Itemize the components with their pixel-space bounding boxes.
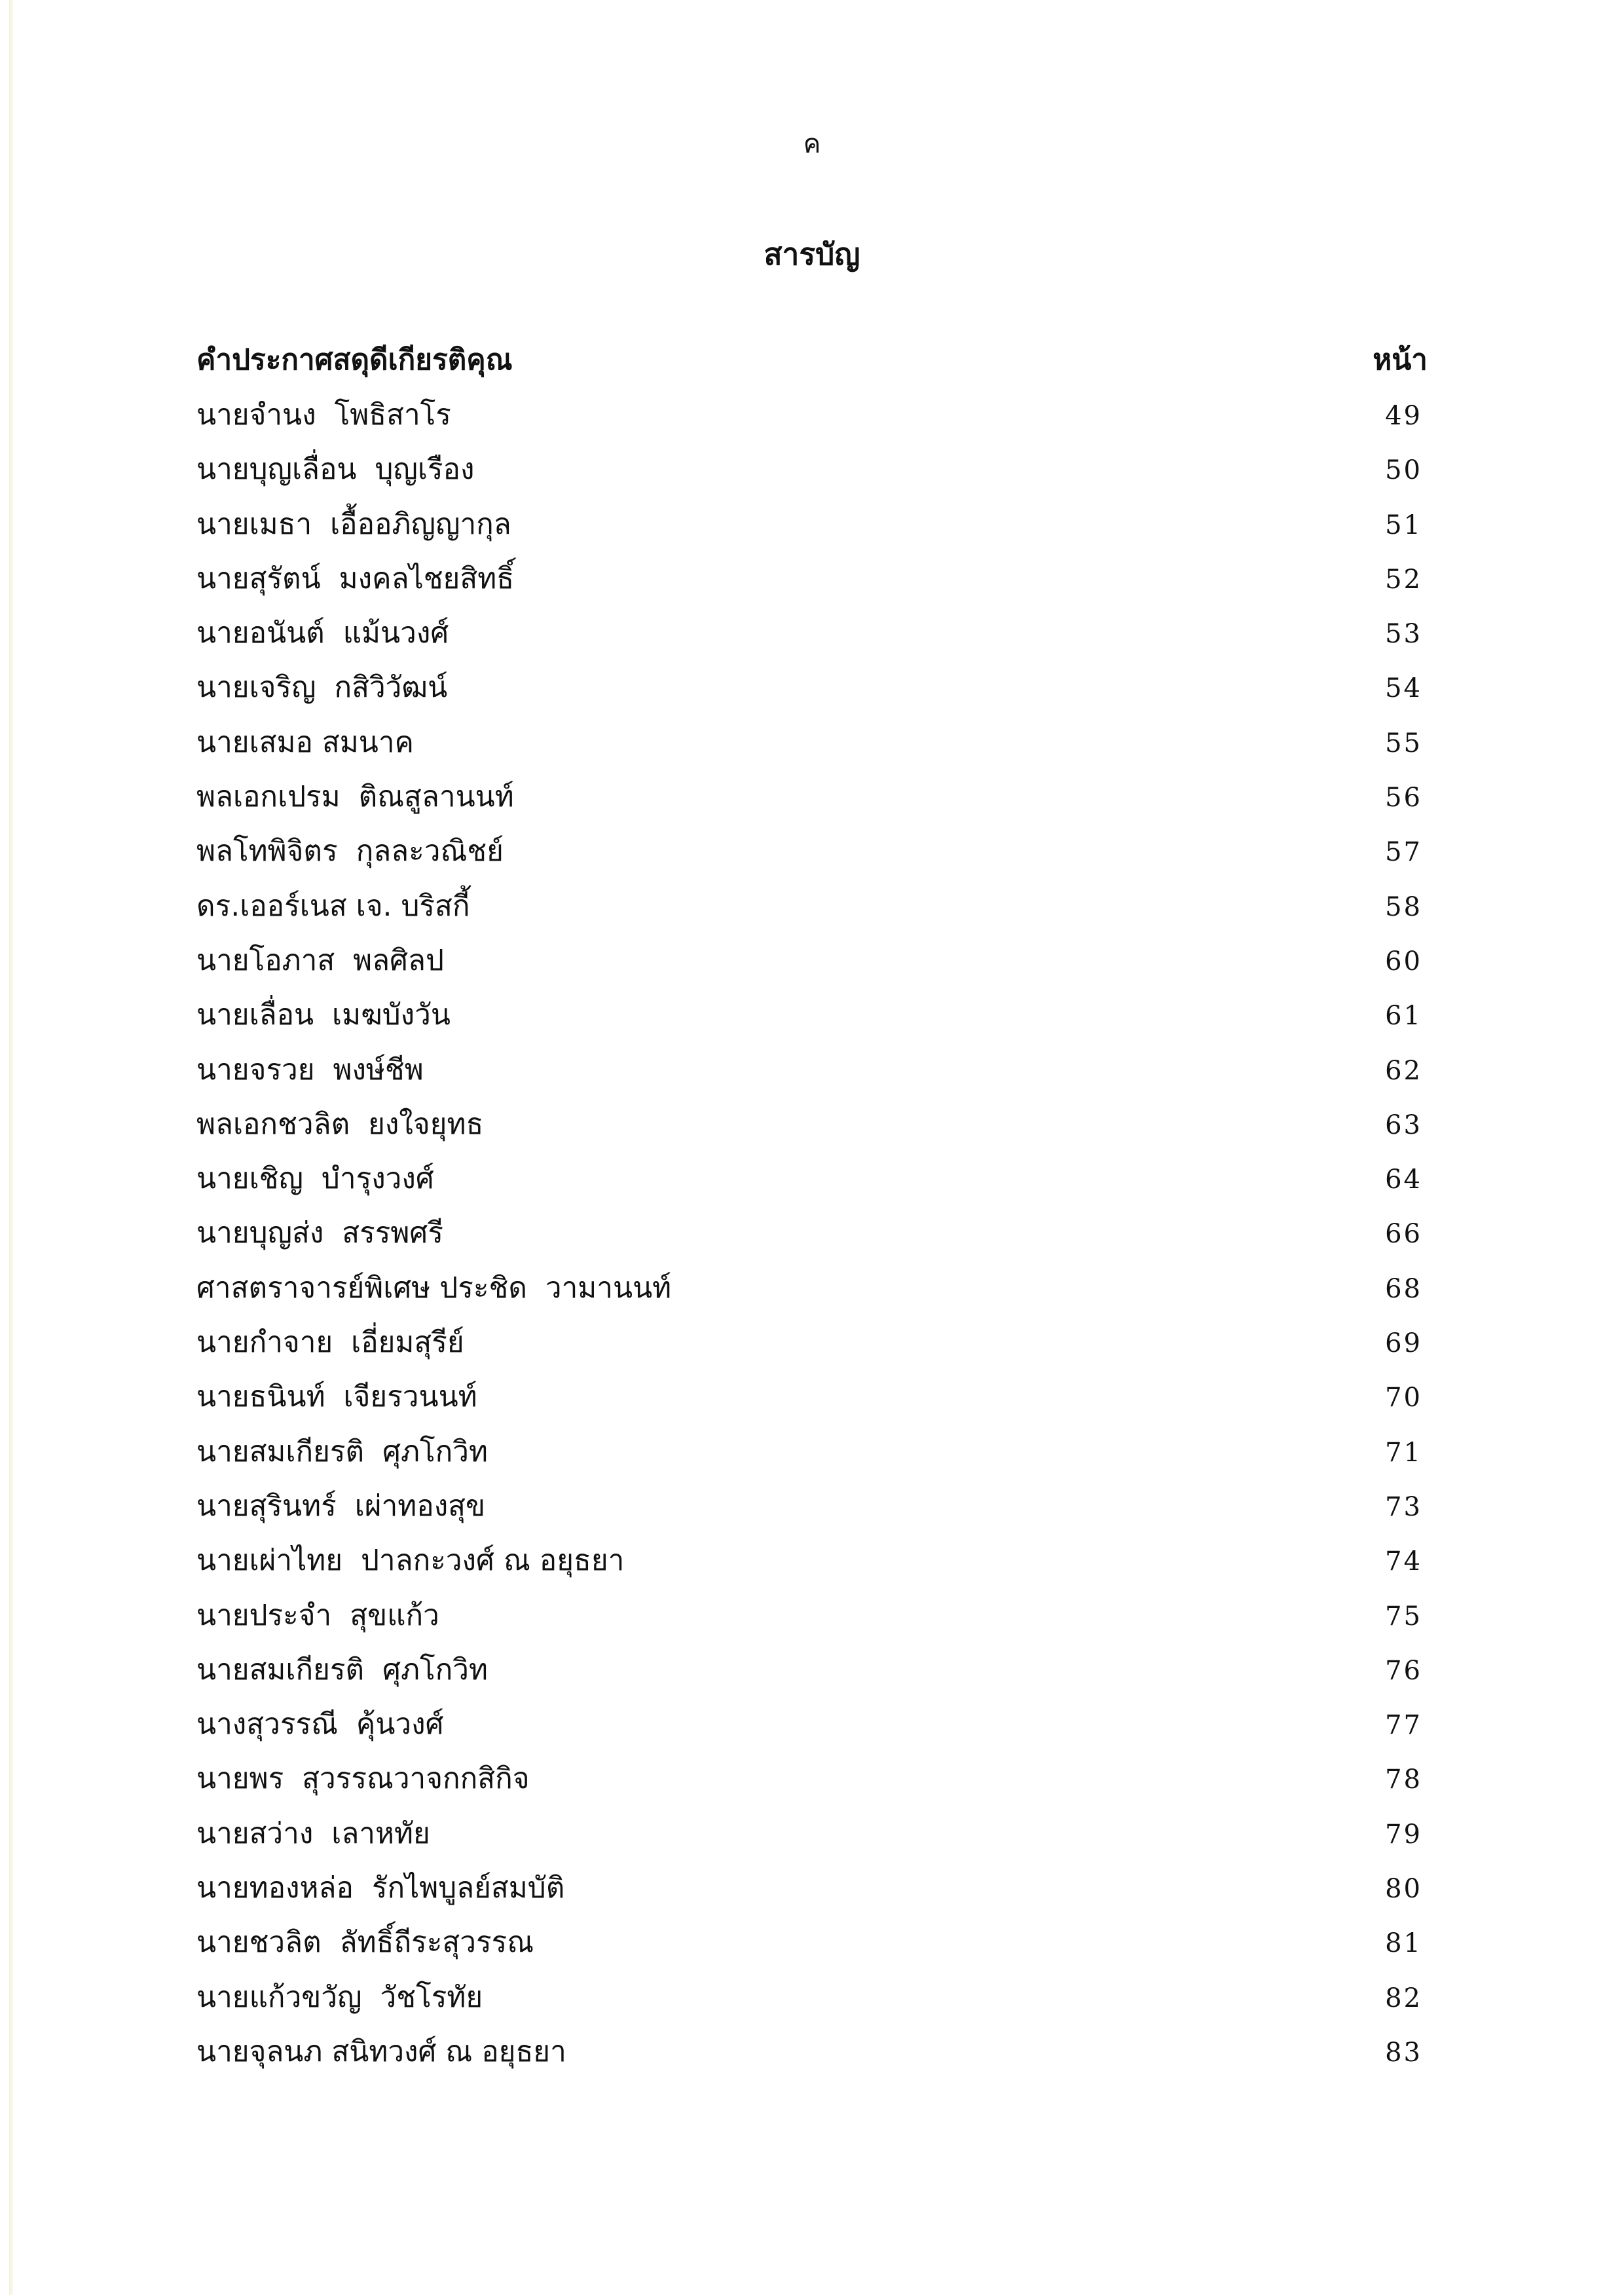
toc-entry-name: นายชวลิต ลัทธิ์ถีระสุวรรณ	[196, 1926, 534, 1960]
toc-entry-name: นายบุญส่ง สรรพศรี	[196, 1216, 443, 1250]
toc-entry-page: 77	[1385, 1710, 1422, 1741]
toc-entry-page: 63	[1385, 1110, 1422, 1140]
toc-entry-page: 75	[1385, 1601, 1422, 1632]
paper-edge	[9, 0, 13, 2295]
toc-entry-page: 50	[1385, 455, 1422, 486]
toc-entry	[196, 832, 1428, 886]
toc-entry-name: นายอนันต์ แม้นวงศ์	[196, 616, 449, 650]
toc-entry-page: 73	[1385, 1491, 1422, 1522]
toc-entry-page: 82	[1385, 1983, 1422, 2013]
toc-entry-name: นายเมธา เอื้ออภิญญากุล	[196, 507, 511, 541]
toc-entry-name: นายเผ่าไทย ปาลกะวงศ์ ณ อยุธยา	[196, 1544, 625, 1578]
toc-entry-page: 78	[1385, 1764, 1422, 1795]
toc-entry-name: นายเลื่อน เมฆบังวัน	[196, 998, 451, 1032]
toc-entry-page: 69	[1385, 1328, 1422, 1359]
toc-entry-page: 60	[1385, 946, 1422, 977]
toc-header	[196, 341, 1428, 396]
toc-entry	[196, 1759, 1428, 1814]
table-of-contents	[196, 341, 1428, 2087]
toc-entry-name: พลเอกชวลิต ยงใจยุทธ	[196, 1107, 484, 1141]
toc-entry	[196, 1323, 1428, 1377]
toc-entry	[196, 1105, 1428, 1159]
toc-entry-name: นายเจริญ กสิวิวัฒน์	[196, 671, 448, 705]
toc-entry	[196, 777, 1428, 832]
toc-entry	[196, 723, 1428, 777]
toc-entry	[196, 1978, 1428, 2032]
toc-entry	[196, 1432, 1428, 1487]
toc-entry-page: 68	[1385, 1273, 1422, 1304]
toc-entry-page: 71	[1385, 1437, 1422, 1468]
toc-entry-page: 74	[1385, 1546, 1422, 1577]
toc-entry	[196, 559, 1428, 614]
toc-entry-page: 62	[1385, 1055, 1422, 1086]
toc-entry-name: นายโอภาส พลศิลป	[196, 943, 444, 977]
toc-entry	[196, 1377, 1428, 1432]
toc-entry-page: 76	[1385, 1655, 1422, 1686]
toc-entry	[196, 887, 1428, 941]
toc-entry-name: นายสุรินทร์ เผ่าทองสุข	[196, 1489, 486, 1523]
toc-entry-name: นายทองหล่อ รักไพบูลย์สมบัติ	[196, 1871, 565, 1905]
toc-entry	[196, 1541, 1428, 1595]
toc-entry-name: ดร.เออร์เนส เจ. บริสกี้	[196, 889, 470, 923]
toc-entry	[196, 614, 1428, 668]
toc-entry-name: นายจุลนภ สนิทวงศ์ ณ อยุธยา	[196, 2034, 566, 2068]
toc-entry-name: พลเอกเปรม ติณสูลานนท์	[196, 780, 514, 814]
toc-page-column-label: หน้า	[1373, 343, 1428, 377]
page-title: สารบัญ	[764, 236, 860, 272]
toc-entry	[196, 1214, 1428, 1268]
toc-section-heading: คำประกาศสดุดีเกียรติคุณ	[196, 343, 513, 377]
toc-entry	[196, 505, 1428, 559]
toc-entry	[196, 1596, 1428, 1651]
toc-list	[196, 396, 1428, 2087]
toc-entry	[196, 450, 1428, 504]
toc-entry-name: ศาสตราจารย์พิเศษ ประชิด วามานนท์	[196, 1271, 672, 1305]
toc-entry-name: นายพร สุวรรณวาจกกสิกิจ	[196, 1762, 530, 1796]
toc-entry-name: นายบุญเลื่อน บุญเรือง	[196, 453, 475, 487]
toc-entry-name: พลโทพิจิตร กุลละวณิชย์	[196, 834, 504, 868]
toc-entry-page: 52	[1385, 564, 1422, 595]
toc-entry-page: 83	[1385, 2037, 1422, 2068]
toc-entry-name: นายสมเกียรติ ศุภโกวิท	[196, 1652, 488, 1687]
page-letter: ค	[803, 129, 821, 159]
toc-entry-name: นายจำนง โพธิสาโร	[196, 398, 451, 432]
toc-entry	[196, 1923, 1428, 1977]
toc-entry-name: นางสุวรรณี คุ้นวงศ์	[196, 1707, 444, 1742]
toc-entry-page: 64	[1385, 1165, 1422, 1195]
toc-entry	[196, 1651, 1428, 1705]
toc-entry	[196, 1705, 1428, 1759]
toc-entry-page: 81	[1385, 1928, 1422, 1959]
toc-entry-name: นายธนินท์ เจียรวนนท์	[196, 1380, 477, 1414]
toc-entry	[196, 1487, 1428, 1541]
toc-entry-name: นายสมเกียรติ ศุภโกวิท	[196, 1434, 488, 1468]
toc-entry-name: นายแก้วขวัญ วัชโรทัย	[196, 1980, 483, 2014]
toc-entry-page: 58	[1385, 891, 1422, 922]
toc-entry	[196, 2032, 1428, 2087]
toc-entry-page: 80	[1385, 1874, 1422, 1905]
toc-entry-page: 53	[1385, 619, 1422, 650]
toc-entry-page: 70	[1385, 1383, 1422, 1413]
toc-entry	[196, 1814, 1428, 1869]
toc-entry-page: 61	[1385, 1001, 1422, 1032]
toc-entry	[196, 941, 1428, 996]
toc-entry	[196, 668, 1428, 722]
toc-entry-page: 79	[1385, 1819, 1422, 1850]
toc-entry	[196, 396, 1428, 450]
toc-entry-page: 49	[1385, 401, 1422, 431]
toc-entry-name: นายจรวย พงษ์ชีพ	[196, 1053, 424, 1087]
toc-entry-name: นายประจำ สุขแก้ว	[196, 1598, 439, 1632]
toc-entry-page: 54	[1385, 673, 1422, 704]
toc-entry	[196, 1159, 1428, 1214]
toc-entry	[196, 1269, 1428, 1323]
toc-entry-name: นายเสมอ สมนาค	[196, 725, 414, 759]
toc-entry-name: นายเชิญ บำรุงวงศ์	[196, 1162, 434, 1196]
toc-entry-name: นายสว่าง เลาหทัย	[196, 1816, 430, 1850]
toc-entry-name: นายกำจาย เอี่ยมสุรีย์	[196, 1326, 464, 1360]
toc-entry-name: นายสุรัตน์ มงคลไชยสิทธิ์	[196, 561, 515, 595]
toc-entry	[196, 1869, 1428, 1923]
toc-entry-page: 66	[1385, 1219, 1422, 1250]
toc-entry	[196, 1051, 1428, 1105]
toc-entry	[196, 996, 1428, 1050]
toc-entry-page: 57	[1385, 837, 1422, 868]
toc-entry-page: 51	[1385, 510, 1422, 540]
toc-entry-page: 55	[1385, 728, 1422, 758]
toc-entry-page: 56	[1385, 783, 1422, 813]
